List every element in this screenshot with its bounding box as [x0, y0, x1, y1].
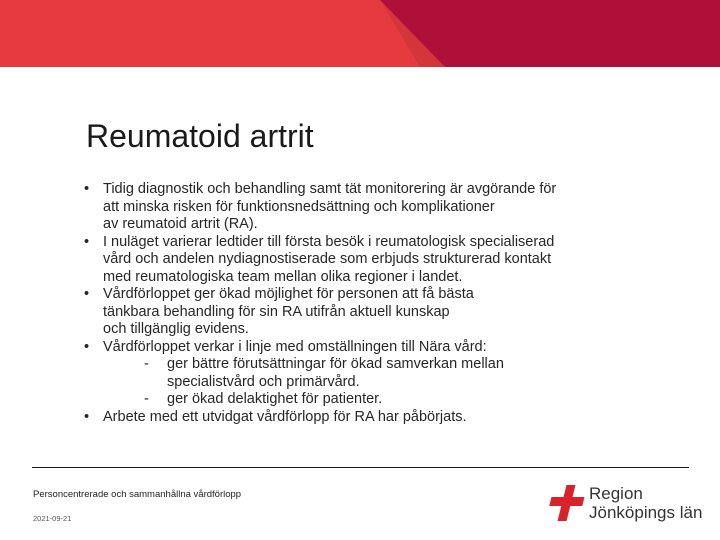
- bullet-marker: •: [84, 286, 90, 302]
- logo-cross-horizontal: [549, 497, 584, 506]
- sub-bullet-item: [84, 391, 684, 409]
- sub-bullet-marker: -: [144, 356, 149, 372]
- footer-text: Personcentrerade och sammanhållna vårdförlopp: [33, 489, 242, 500]
- bullet-marker: •: [84, 181, 90, 197]
- bullet-item: [84, 286, 684, 339]
- footer-divider: [32, 467, 689, 468]
- footer-date: 2021-09-21: [33, 514, 72, 523]
- banner-graphic: [0, 0, 720, 67]
- region-logo: [549, 481, 703, 525]
- slide-content: [84, 181, 684, 426]
- bullet-marker: •: [84, 408, 90, 425]
- bullet-line: Vårdförloppet ger ökad möjlighet för personen att få bästa: [103, 286, 474, 302]
- sub-bullet-marker: -: [144, 391, 149, 407]
- bullet-line: med reumatologiska team mellan olika regioner i landet.: [103, 268, 463, 285]
- bullet-line: I nuläget varierar ledtider till första besök i reumatologisk specialiserad: [103, 233, 555, 250]
- bullet-item: [84, 409, 684, 427]
- bullet-line: att minska risken för funktionsnedsättning och komplikationer: [103, 198, 495, 215]
- sub-bullet-item: [84, 356, 684, 391]
- bullet-line: och tillgänglig evidens.: [103, 321, 249, 337]
- sub-bullet-line: specialistvård och primärvård.: [167, 373, 360, 390]
- bullet-item: [84, 181, 684, 234]
- bullet-line: Tidig diagnostik och behandling samt tät monitorering är avgörande för: [103, 181, 557, 197]
- bullet-marker: •: [84, 233, 90, 250]
- bullet-line: av reumatoid artrit (RA).: [103, 216, 258, 232]
- bullet-line: vård och andelen nydiagnostiserade som erbjuds strukturerad kontakt: [103, 251, 552, 267]
- logo-text-region: Region: [589, 484, 643, 503]
- sub-bullet-line: ger ökad delaktighet för patienter.: [167, 391, 383, 407]
- logo-text-county: Jönköpings län: [589, 503, 703, 522]
- header-banner: [0, 0, 720, 67]
- bullet-line: Arbete med ett utvidgat vårdförlopp för RA har påbörjats.: [103, 408, 467, 425]
- sub-bullet-line: ger bättre förutsättningar för ökad samverkan mellan: [167, 356, 504, 372]
- bullet-line: tänkbara behandling för sin RA utifrån aktuell kunskap: [103, 303, 450, 320]
- bullet-item: [84, 234, 684, 287]
- heart-cross-icon: [549, 483, 585, 523]
- bullet-item: [84, 339, 684, 357]
- bullet-line: Vårdförloppet verkar i linje med omställningen till Nära vård:: [103, 338, 487, 355]
- bullet-marker: •: [84, 338, 90, 355]
- slide-title: Reumatoid artrit: [86, 118, 314, 154]
